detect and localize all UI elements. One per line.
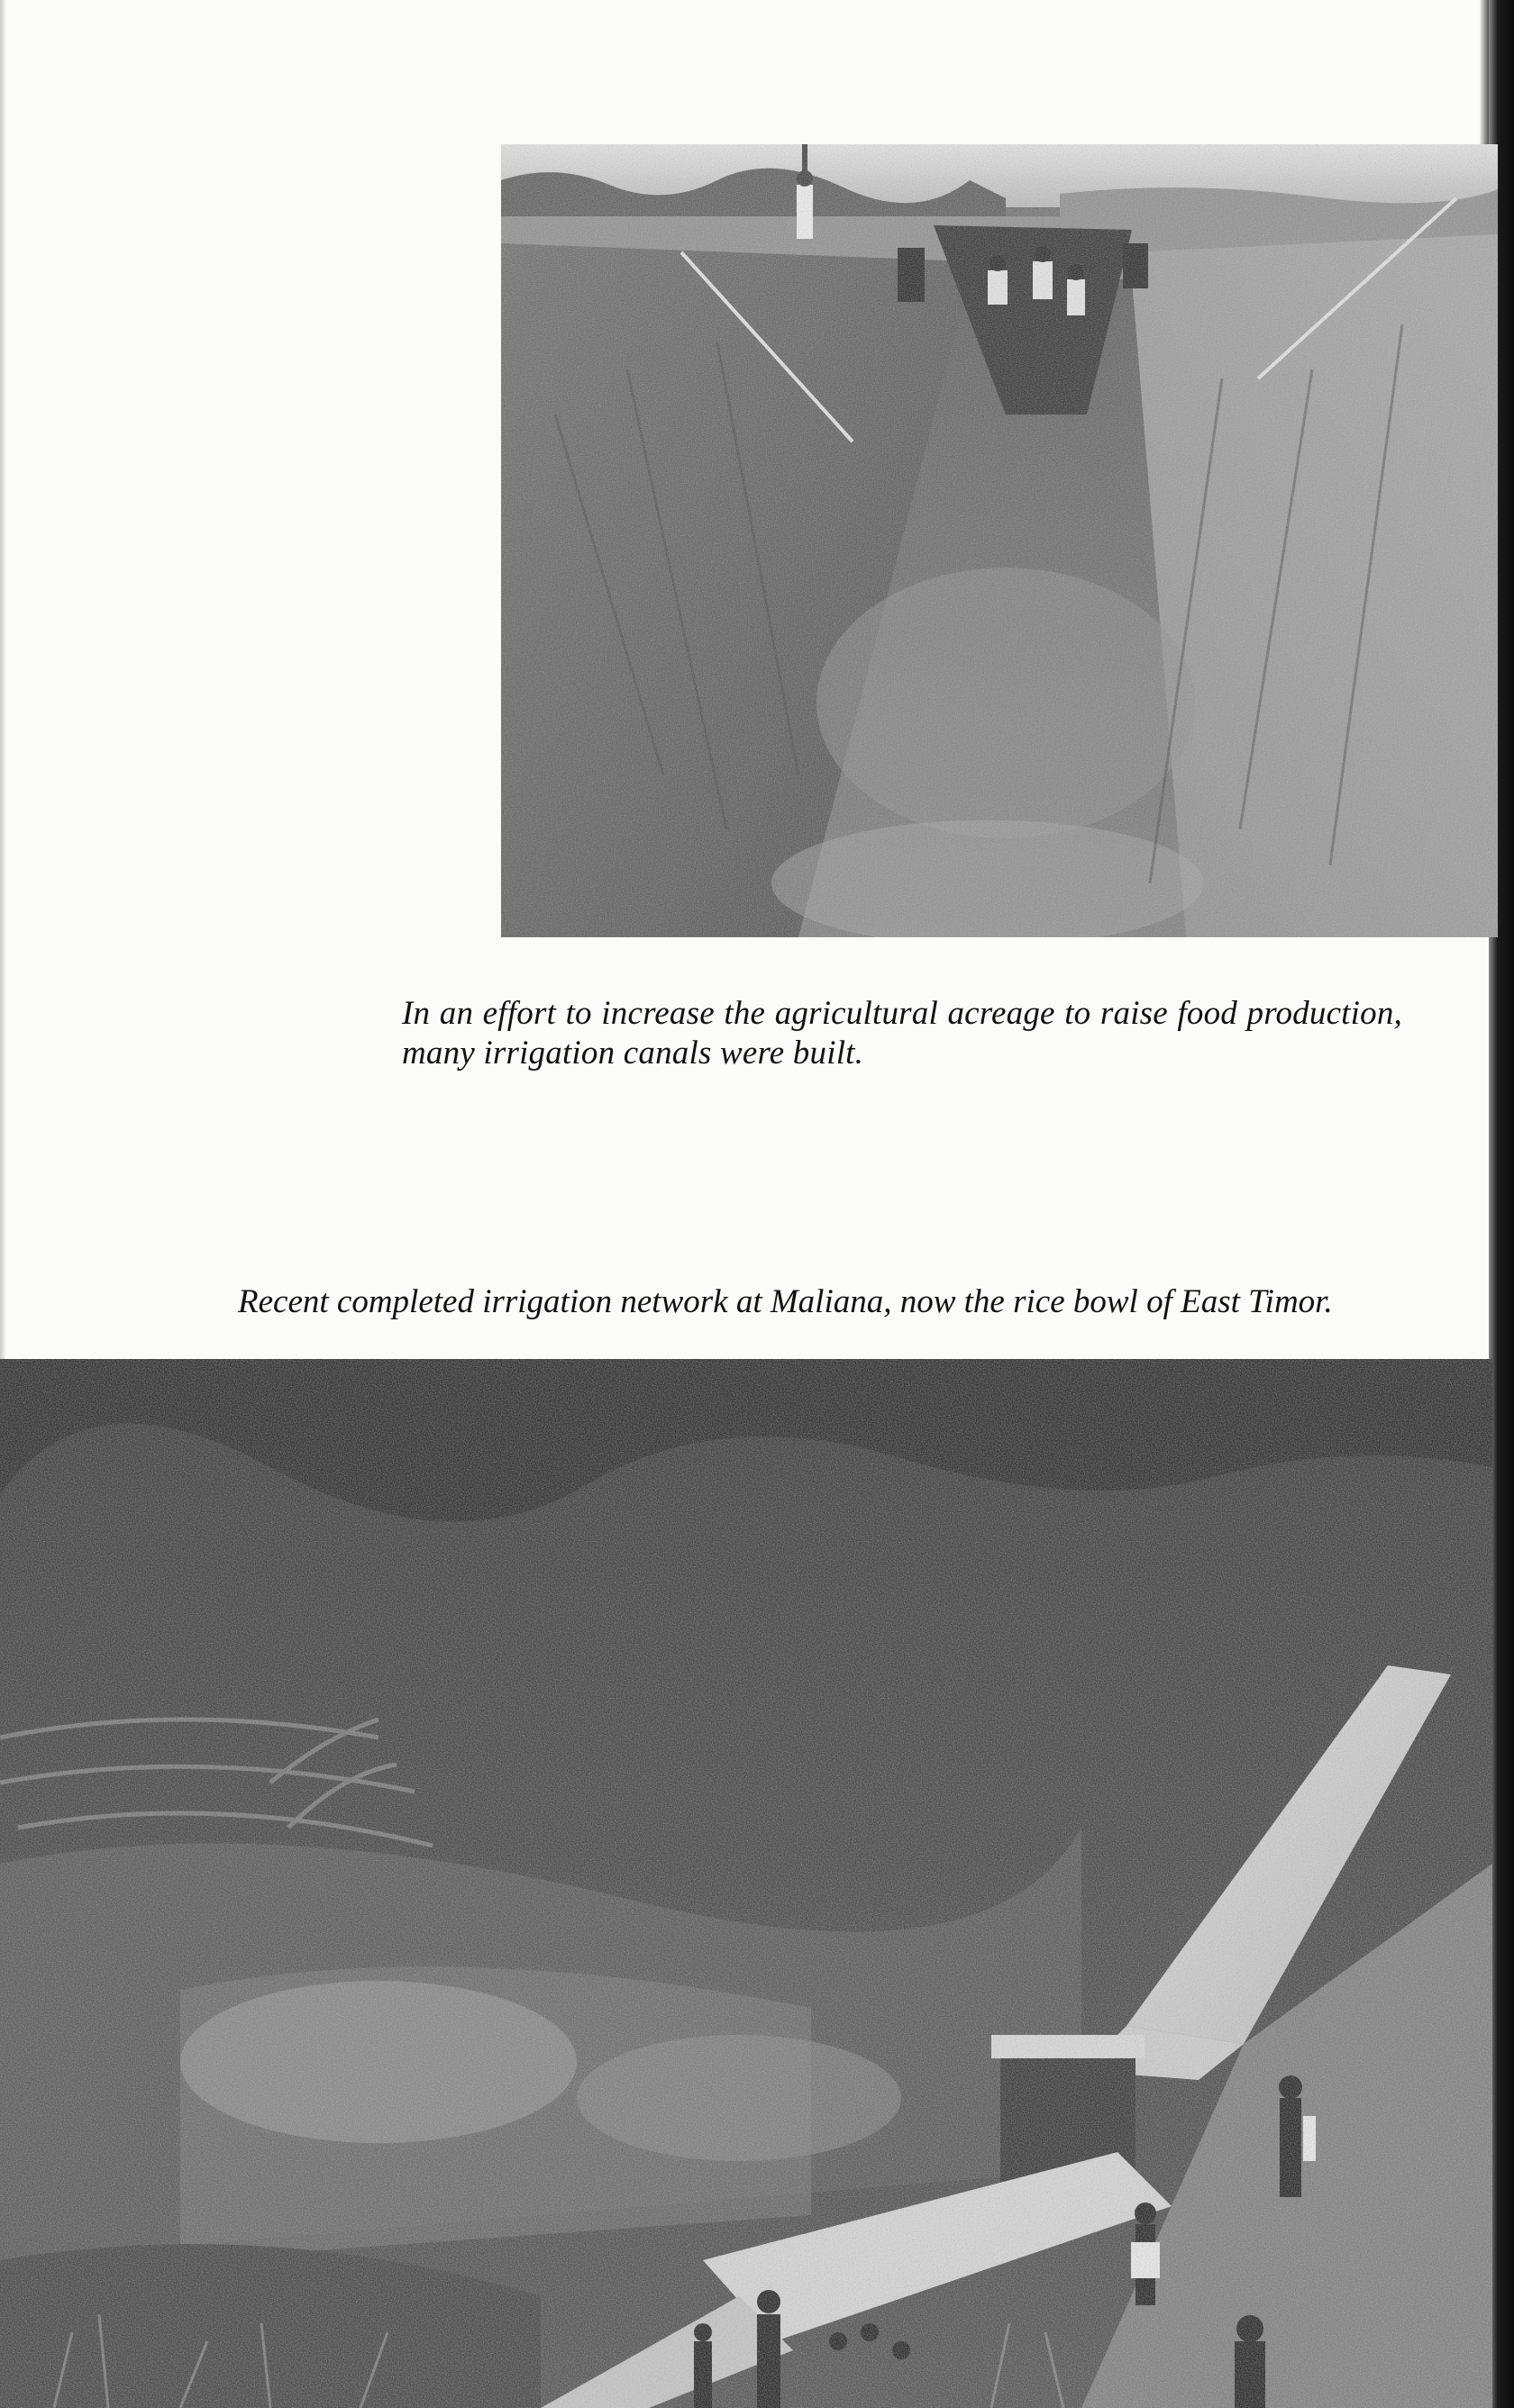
irrigation-network-photo-image [0,1359,1492,2408]
network-photo-caption: Recent completed irrigation network at Maliana, now the rice bowl of East Timor. [238,1283,1333,1320]
canal-photo [501,144,1498,937]
canal-photo-caption: In an effort to increase the agricultural acreage to raise food production, many irrigation canals were built. [402,995,1402,1072]
page-binding-shadow [1480,0,1489,162]
irrigation-network-photo [0,1359,1492,2408]
canal-photo-image [501,144,1498,937]
